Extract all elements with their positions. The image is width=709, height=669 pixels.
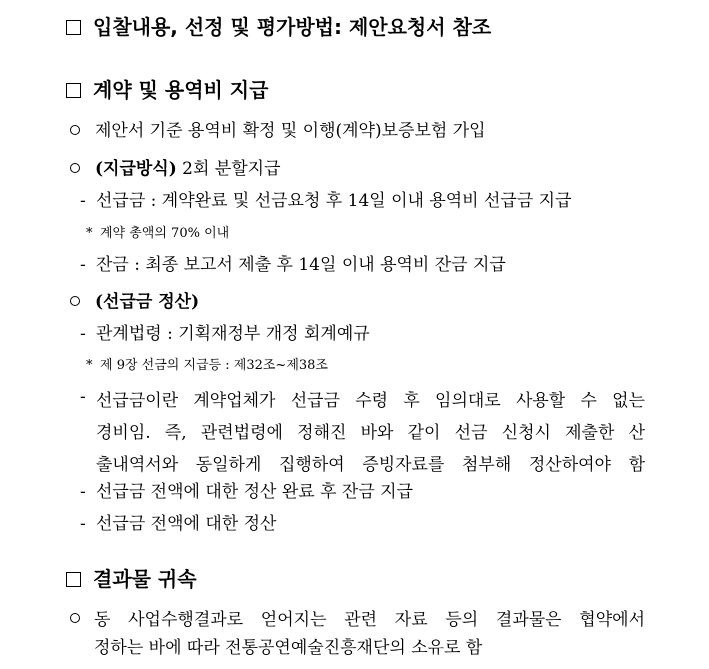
- section-heading-ownership: [66, 566, 197, 592]
- dash-bullet: -: [80, 191, 86, 211]
- sub-item-balance: - 잔금 : 최종 보고서 제출 후 14일 이내 용역비 잔금 지급: [80, 255, 506, 275]
- sub-item-settlement: - 선급금 전액에 대한 정산: [80, 514, 277, 534]
- circle-bullet-icon: [70, 163, 80, 173]
- list-item-settlement: (선급금 정산): [70, 290, 199, 314]
- circle-bullet-icon: [70, 296, 80, 306]
- checkbox-square-icon: [66, 20, 81, 35]
- list-item-ownership: 동 사업수행결과로 얻어지는 관련 자료 등의 결과물은 협약에서 정하는 바에 따라 전통공연예술진흥재단의 소유로 함: [70, 606, 645, 662]
- checkbox-square-icon: [66, 83, 81, 98]
- section-heading-text: 입찰내용, 선정 및 평가방법: 제안요청서 참조: [93, 15, 492, 39]
- note-chapter-9: * 제 9장 선금의 지급등 : 제32조~제38조: [86, 358, 328, 373]
- section-heading-text: 계약 및 용역비 지급: [93, 78, 269, 102]
- section-heading-bidding: [66, 14, 491, 40]
- dash-bullet: -: [80, 255, 86, 275]
- asterisk-icon: *: [86, 358, 93, 373]
- note-contract-total: * 계약 총액의 70% 이내: [86, 226, 230, 241]
- sub-item-related-law: - 관계법령 : 기획재정부 개정 회계예규: [80, 324, 370, 344]
- asterisk-icon: *: [86, 226, 93, 241]
- dash-bullet: -: [80, 324, 86, 344]
- checkbox-square-icon: [66, 572, 81, 587]
- sub-item-advance-definition: - 선급금이란 계약업체가 선급금 수령 후 임의대로 사용할 수 없는 경비임. 즉, 관련법령에 정해진 바와 같이 선금 신청시 제출한 산 출내역서와 동일하게 집행하여 증빙자료를 첨부해 정산하여야 함: [80, 387, 645, 475]
- sub-item-full-settlement: - 선급금 전액에 대한 정산 완료 후 잔금 지급: [80, 482, 414, 502]
- circle-bullet-icon: [70, 125, 80, 135]
- dash-bullet: -: [80, 514, 86, 534]
- sub-item-advance-payment: - 선급금 : 계약완료 및 선금요청 후 14일 이내 용역비 선급금 지급: [80, 191, 572, 211]
- circle-bullet-icon: [70, 613, 80, 623]
- section-heading-contract: [66, 77, 268, 103]
- section-heading-text: 결과물 귀속: [93, 567, 197, 591]
- list-item-payment-method: (지급방식) 2회 분할지급: [70, 157, 281, 181]
- dash-bullet: -: [80, 387, 86, 407]
- dash-bullet: -: [80, 482, 86, 502]
- list-item-proposal: 제안서 기준 용역비 확정 및 이행(계약)보증보험 가입: [70, 119, 486, 143]
